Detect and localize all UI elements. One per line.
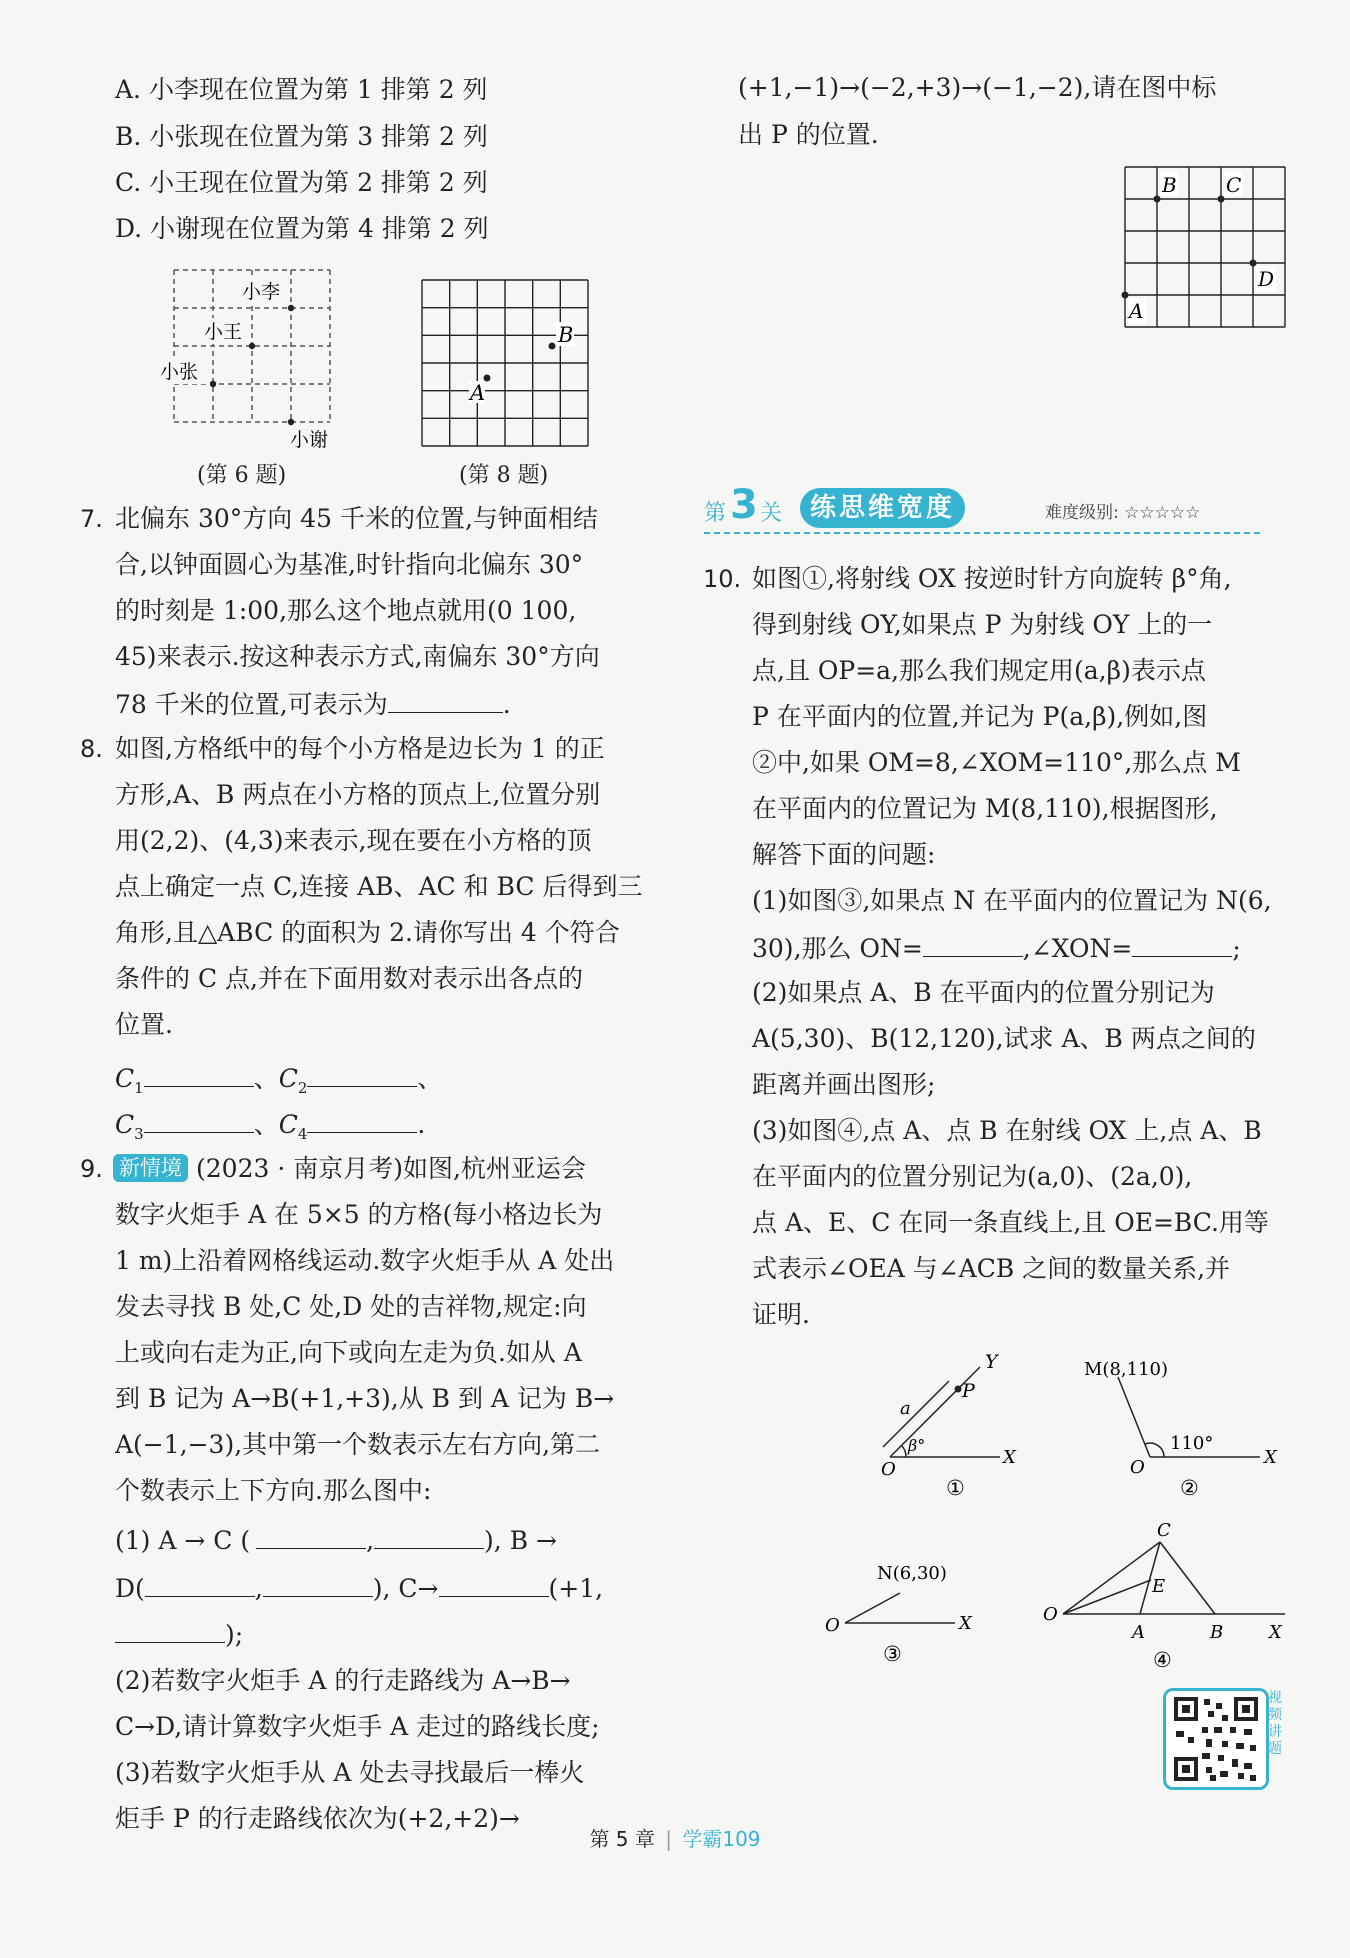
q9-part3-line: (3)若数字火炬手从 A 处去寻找最后一棒火	[115, 1758, 585, 1787]
label-xiaoli: 小李	[242, 281, 281, 303]
q8-line: 如图,方格纸中的每个小方格是边长为 1 的正	[115, 734, 605, 763]
figure-8-caption: (第 8 题)	[459, 463, 549, 488]
q6-option-c: C. 小王现在位置为第 2 排第 2 列	[115, 168, 488, 197]
label-x: X	[959, 1613, 972, 1634]
q9-continued-line: 出 P 的位置.	[738, 120, 879, 149]
figure-6-caption: (第 6 题)	[197, 463, 287, 488]
label-o: O	[881, 1459, 896, 1480]
q8-line: 角形,且△ABC 的面积为 2.请你写出 4 个符合	[115, 918, 620, 947]
qr-video-label: 视频讲题	[1268, 1690, 1282, 1757]
q10-part2-line: (2)如果点 A、B 在平面内的位置分别记为	[752, 978, 1215, 1007]
figure-8-grid	[420, 278, 596, 454]
label-c: C	[1226, 173, 1242, 197]
c3-subscript: 3	[134, 1125, 144, 1143]
q9-p1-text: ), C→	[372, 1574, 439, 1603]
label-n: N(6,30)	[877, 1563, 947, 1584]
q7-line: 合,以钟面圆心为基准,时针指向北偏东 30°	[115, 550, 584, 579]
label-x: X	[1264, 1447, 1277, 1468]
c1-blank[interactable]	[144, 1060, 254, 1087]
q8-number: 8.	[80, 735, 103, 763]
figure-2-angle	[1070, 1345, 1290, 1510]
page-footer	[0, 1823, 1350, 1852]
label-b: B	[1210, 1622, 1224, 1643]
q10-part2-line: A(5,30)、B(12,120),试求 A、B 两点之间的	[752, 1024, 1256, 1053]
q6-option-b: B. 小张现在位置为第 3 排第 2 列	[115, 122, 488, 151]
label-beta: β°	[908, 1436, 926, 1455]
figure-9-grid	[1120, 162, 1290, 332]
q9-ac-x-blank[interactable]	[256, 1522, 366, 1549]
q9-ac-y-blank[interactable]	[374, 1522, 484, 1549]
new-context-tag: 新情境	[113, 1154, 188, 1182]
q9-bd-x-blank[interactable]	[145, 1570, 255, 1597]
q7-number: 7.	[80, 505, 103, 533]
figure-3-point-n	[815, 1555, 1005, 1675]
section-number: 3	[730, 482, 758, 528]
c2-letter: C	[278, 1064, 298, 1093]
q9-line: 个数表示上下方向.那么图中:	[115, 1476, 432, 1505]
q9-c-target-blank[interactable]	[439, 1570, 549, 1597]
point-b	[549, 343, 556, 350]
label-y: Y	[985, 1351, 998, 1373]
label-xiaoxie: 小谢	[290, 429, 329, 451]
q10-line: 点,且 OP=a,那么我们规定用(a,β)表示点	[752, 656, 1206, 685]
label-a: a	[900, 1398, 911, 1419]
q8-line: 点上确定一点 C,连接 AB、AC 和 BC 后得到三	[115, 872, 643, 901]
q7-line: 78 千米的位置,可表示为	[115, 690, 388, 719]
figure-3-number: ③	[883, 1642, 902, 1666]
q9-line: (2023 · 南京月考)如图,杭州亚运会	[196, 1154, 586, 1183]
q7-answer-blank[interactable]	[388, 686, 503, 713]
q9-line: 上或向右走为正,向下或向左走为负.如从 A	[115, 1338, 582, 1367]
q9-line: 到 B 记为 A→B(+1,+3),从 B 到 A 记为 B→	[115, 1384, 615, 1413]
q10-part3-line: 式表示∠OEA 与∠ACB 之间的数量关系,并	[752, 1254, 1231, 1283]
point-xiaoxie	[288, 419, 294, 425]
q9-line: 数字火炬手 A 在 5×5 的方格(每小格边长为	[115, 1200, 603, 1229]
q6-option-d: D. 小谢现在位置为第 4 排第 2 列	[115, 214, 489, 243]
q10-part3-line: 在平面内的位置分别记为(a,0)、(2a,0),	[752, 1162, 1193, 1191]
label-b: B	[558, 323, 574, 347]
q9-part3-line: 炬手 P 的行走路线依次为(+2,+2)→	[115, 1804, 520, 1833]
label-xiaozhang: 小张	[160, 361, 199, 383]
q9-p1-text: );	[225, 1620, 244, 1649]
point-a	[1122, 292, 1129, 299]
label-o: O	[1130, 1457, 1145, 1478]
q9-line: 1 m)上沿着网格线运动.数字火炬手从 A 处出	[115, 1246, 615, 1275]
q7-answer-line	[115, 686, 511, 722]
q9-part2-line: (2)若数字火炬手 A 的行走路线为 A→B→	[115, 1666, 571, 1695]
q10-part2-line: 距离并画出图形;	[752, 1070, 936, 1099]
brand-label: 学霸	[682, 1827, 723, 1851]
point-p	[955, 1386, 962, 1393]
q9-first-line	[113, 1152, 586, 1186]
q8-line: 用(2,2)、(4,3)来表示,现在要在小方格的顶	[115, 826, 592, 855]
q9-bd-y-blank[interactable]	[263, 1570, 373, 1597]
q9-p1-comma: ,	[366, 1526, 375, 1555]
q10-part3-line: 点 A、E、C 在同一条直线上,且 OE=BC.用等	[752, 1208, 1269, 1237]
q9-number: 9.	[80, 1155, 103, 1183]
section-divider	[704, 532, 1260, 534]
c4-blank[interactable]	[307, 1106, 417, 1133]
q10-part3-line: 证明.	[752, 1300, 810, 1329]
q9-part1-row2	[115, 1570, 603, 1606]
q8-c1-c2-row	[115, 1060, 442, 1105]
difficulty-label: 难度级别: ☆☆☆☆☆	[1045, 503, 1201, 523]
label-xiaowang: 小王	[204, 321, 243, 343]
c1-letter: C	[115, 1064, 135, 1093]
q8-c3-c4-row	[115, 1106, 425, 1151]
figure-4-triangle	[1035, 1522, 1300, 1677]
q8-line: 方形,A、B 两点在小方格的顶点上,位置分别	[115, 780, 601, 809]
chapter-label: 第 5 章	[589, 1827, 655, 1851]
q9-p1-text: ), B →	[484, 1526, 557, 1555]
point-b	[1154, 196, 1161, 203]
label-x: X	[1003, 1447, 1016, 1468]
q8-line: 位置.	[115, 1010, 173, 1039]
q10-line: 得到射线 OY,如果点 P 为射线 OY 上的一	[752, 610, 1213, 639]
q7-line: 45)来表示.按这种表示方式,南偏东 30°方向	[115, 642, 600, 671]
figure-4-number: ④	[1153, 1648, 1172, 1672]
q9-part1-row3	[115, 1616, 243, 1652]
c4-letter: C	[278, 1110, 298, 1139]
q10-p1-text: 30),那么 ON=	[752, 934, 923, 963]
q9-continued-line: (+1,−1)→(−2,+3)→(−1,−2),请在图中标	[738, 73, 1217, 102]
qr-code[interactable]	[1163, 1688, 1269, 1790]
q10-number: 10.	[703, 565, 742, 593]
label-d: D	[1258, 267, 1275, 291]
c2-subscript: 2	[297, 1079, 308, 1097]
q9-line: 发去寻找 B 处,C 处,D 处的吉祥物,规定:向	[115, 1292, 587, 1321]
q10-line: P 在平面内的位置,并记为 P(a,β),例如,图	[752, 702, 1208, 731]
point-c	[1218, 196, 1225, 203]
q7-end: .	[502, 690, 511, 719]
q9-part1-row1	[115, 1522, 557, 1558]
q10-on-blank[interactable]	[923, 930, 1023, 957]
qr-code-pattern	[1174, 1697, 1258, 1781]
figure-1-ray-rotation	[870, 1345, 1040, 1510]
q10-line: ②中,如果 OM=8,∠XOM=110°,那么点 M	[752, 748, 1241, 777]
label-e: E	[1152, 1576, 1166, 1597]
q7-line: 的时刻是 1:00,那么这个地点就用(0 100,	[115, 596, 577, 625]
q10-part1-line: (1)如图③,如果点 N 在平面内的位置记为 N(6,	[752, 886, 1272, 915]
figure-6-seating-grid	[160, 262, 340, 462]
q9-cd-y-blank[interactable]	[115, 1616, 225, 1643]
figure-1-number: ①	[946, 1476, 965, 1500]
label-a: A	[1132, 1622, 1145, 1643]
point-d	[1250, 260, 1257, 267]
label-angle-110: 110°	[1170, 1433, 1214, 1454]
label-c: C	[1157, 1522, 1171, 1541]
q10-part1-answer-row	[752, 930, 1241, 966]
label-b: B	[1162, 173, 1177, 197]
point-xiaozhang	[210, 381, 216, 387]
point-xiaoli	[288, 305, 294, 311]
q9-line: A(−1,−3),其中第一个数表示左右方向,第二	[115, 1430, 601, 1459]
q9-p1-text: (+1,	[548, 1574, 604, 1603]
section-suffix: 关	[760, 501, 783, 526]
q9-p1-text: D(	[115, 1574, 145, 1603]
q9-p1-comma: ,	[254, 1574, 263, 1603]
q10-line: 在平面内的位置记为 M(8,110),根据图形,	[752, 794, 1218, 823]
figure-2-number: ②	[1180, 1476, 1199, 1500]
q8-end: .	[417, 1110, 426, 1139]
section-title: 练思维宽度	[800, 488, 965, 528]
label-a: A	[1129, 299, 1144, 323]
section-header	[700, 482, 1260, 536]
c3-blank[interactable]	[144, 1106, 254, 1133]
c1-subscript: 1	[134, 1079, 144, 1097]
q10-line: 解答下面的问题:	[752, 840, 936, 869]
footer-divider: |	[665, 1827, 672, 1851]
q6-option-a: A. 小李现在位置为第 1 排第 2 列	[115, 75, 488, 104]
c3-letter: C	[115, 1110, 135, 1139]
q10-line: 如图①,将射线 OX 按逆时针方向旋转 β°角,	[752, 564, 1232, 593]
q10-xon-blank[interactable]	[1132, 930, 1232, 957]
page-number: 109	[722, 1827, 761, 1851]
q9-part2-line: C→D,请计算数字火炬手 A 走过的路线长度;	[115, 1712, 600, 1741]
q10-part3-line: (3)如图④,点 A、点 B 在射线 OX 上,点 A、B	[752, 1116, 1262, 1145]
q7-line: 北偏东 30°方向 45 千米的位置,与钟面相结	[115, 504, 598, 533]
q8-line: 条件的 C 点,并在下面用数对表示出各点的	[115, 964, 583, 993]
separator: 、	[417, 1064, 443, 1093]
label-m: M(8,110)	[1084, 1359, 1169, 1380]
label-x: X	[1269, 1622, 1282, 1643]
separator: 、	[253, 1064, 279, 1093]
c2-blank[interactable]	[307, 1060, 417, 1087]
section-prefix: 第	[704, 501, 727, 526]
q10-p1-text: ,∠XON=	[1022, 934, 1133, 963]
label-o: O	[1043, 1604, 1058, 1625]
label-o: O	[825, 1615, 840, 1636]
label-p: P	[962, 1380, 975, 1402]
q9-p1-text: (1) A → C (	[115, 1526, 251, 1555]
separator: 、	[253, 1110, 279, 1139]
q10-p1-text: ;	[1232, 934, 1241, 963]
c4-subscript: 4	[297, 1125, 308, 1143]
label-a: A	[470, 381, 486, 405]
